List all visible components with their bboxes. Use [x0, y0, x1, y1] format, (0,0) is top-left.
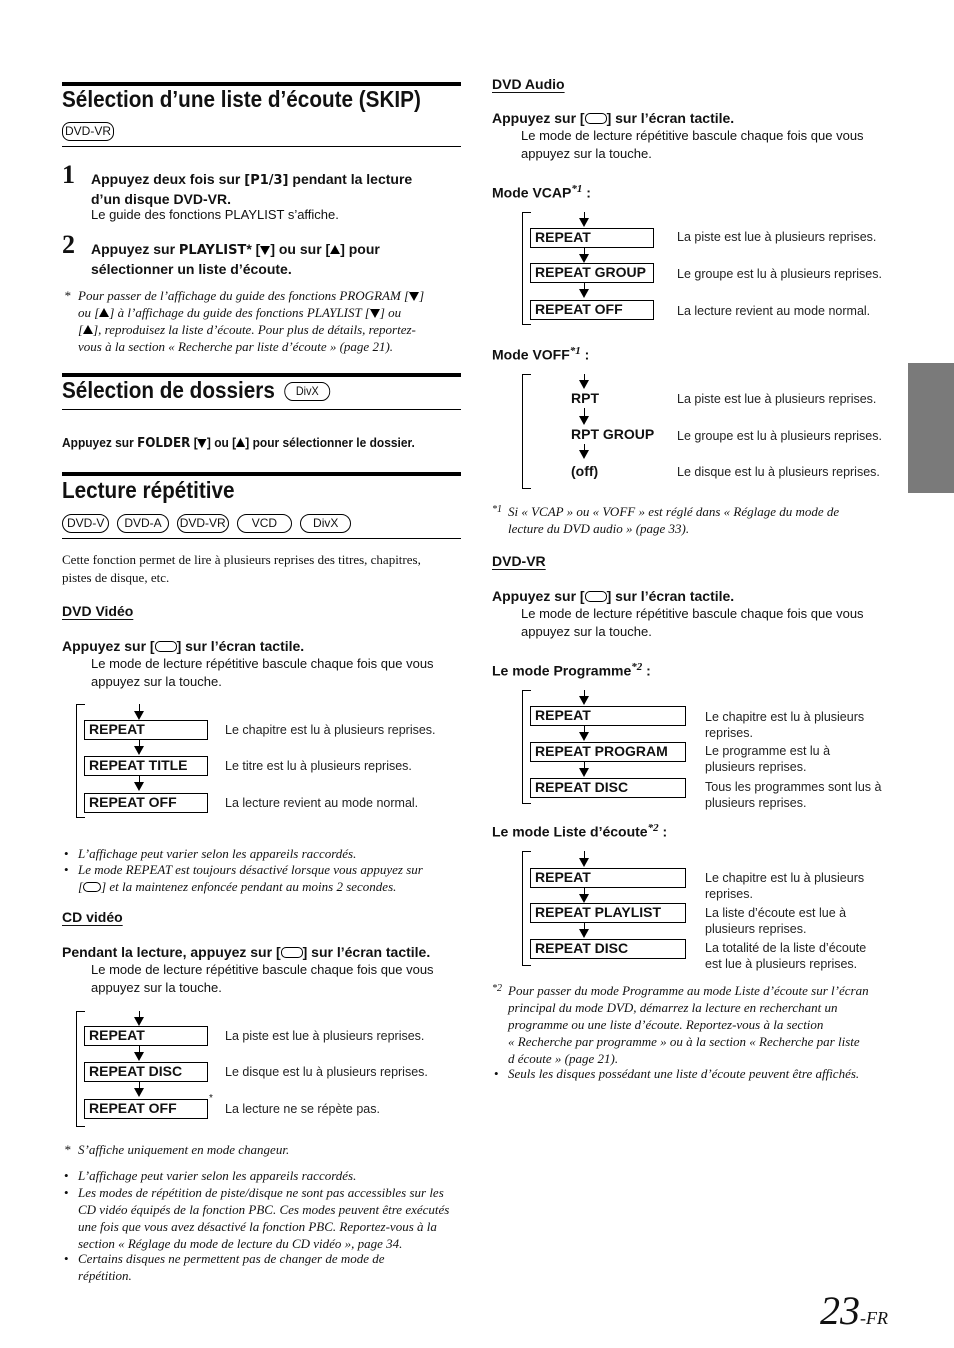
step-number: 2: [62, 230, 75, 259]
up-arrow-icon: [99, 308, 109, 317]
mode-desc: Le chapitre est lu à plusieurs reprises.: [705, 871, 865, 901]
mode-desc: La piste est lue à plusieurs reprises.: [677, 392, 877, 406]
arrow-down-icon: [134, 782, 144, 791]
folder-instruction: Appuyez sur FOLDER [ ] ou [ ] pour sélectionner le dossier.: [62, 435, 415, 451]
arrow-down-icon: [134, 746, 144, 755]
section-rule: [62, 146, 461, 147]
mode-rpt-group: RPT GROUP: [571, 426, 655, 442]
arrow-down-icon: [134, 1017, 144, 1026]
arrow-down-icon: [579, 380, 589, 389]
mode-desc: La piste est lue à plusieurs reprises.: [677, 230, 877, 244]
step1-text: Appuyez deux fois sur [P1/3] pendant la lecture d’un disque DVD-VR.: [91, 171, 413, 207]
arrow-down-icon: [579, 450, 589, 459]
step2-text: Appuyez sur PLAYLIST* [ ] ou sur [ ] pour sélectionner un liste d’écoute.: [91, 241, 380, 277]
page-number: 23-FR: [820, 1288, 888, 1333]
mode-desc: Le disque est lu à plusieurs reprises.: [677, 465, 880, 479]
note-bullet: • L’affichage peut varier selon les appareils raccordés.: [78, 1167, 463, 1184]
repeat-icon: [155, 641, 177, 652]
note-bullet: • L’affichage peut varier selon les appareils raccordés.: [78, 845, 463, 862]
vcap-label: Mode VCAP$^{*1}$ :: [492, 183, 591, 201]
badge-dvd-v: DVD-V: [62, 514, 109, 533]
arrow-down-icon: [134, 1052, 144, 1061]
mode-desc: Le programme est lu à plusieurs reprises.: [705, 744, 831, 774]
mode-desc: La lecture revient au mode normal.: [225, 796, 419, 810]
note-bullet: • Certains disques ne permettent pas de changer de mode de répétition.: [78, 1250, 463, 1284]
down-arrow-icon: [260, 246, 270, 255]
badge-row: [62, 514, 359, 533]
note-bullet: • Le mode REPEAT est toujours désactivé lorsque vous appuyez sur [ ] et la maintenez enfoncée pendant au moins 2 secondes.: [78, 861, 463, 895]
dvdvideo-sub: Le mode de lecture répétitive bascule chaque fois que vous appuyez sur la touche.: [91, 656, 434, 689]
mode-repeat-disc: REPEAT DISC: [84, 1062, 208, 1082]
section-title-skip: Sélection d’une liste d’écoute (SKIP): [62, 86, 421, 112]
section-rule: [62, 409, 461, 410]
mode-desc: Le groupe est lu à plusieurs reprises.: [677, 267, 882, 281]
dvdvr-sub: Le mode de lecture répétitive bascule chaque fois que vous appuyez sur la touche.: [521, 606, 864, 639]
arrow-down-icon: [579, 858, 589, 867]
heading-dvd-audio: DVD Audio: [492, 76, 565, 92]
mode-desc: Le disque est lu à plusieurs reprises.: [225, 1065, 428, 1079]
arrow-down-icon: [579, 929, 589, 938]
mode-repeat-off: REPEAT OFF: [530, 300, 654, 320]
cdvideo-instruction: Pendant la lecture, appuyez sur [ ] sur l’écran tactile.: [62, 944, 431, 960]
mode-desc: Tous les programmes sont lus à plusieurs reprises.: [705, 780, 882, 810]
mode-desc: La liste d’écoute est lue à plusieurs reprises.: [705, 906, 847, 936]
mode-repeat-off: REPEAT OFF: [84, 1099, 208, 1119]
footnote-1: *1 Si « VCAP » ou « VOFF » est réglé dans « Réglage du mode de lecture du DVD audio » (page 33).: [492, 504, 840, 536]
arrow-down-icon: [579, 696, 589, 705]
down-arrow-icon: [370, 309, 380, 318]
dvdvideo-instruction: Appuyez sur [ ] sur l’écran tactile.: [62, 638, 305, 654]
badge-dvd-a: DVD-A: [117, 514, 168, 533]
heading-dvd-vr: DVD-VR: [492, 553, 546, 569]
heading-cd-video: CD vidéo: [62, 909, 123, 925]
mode-rpt: RPT: [571, 390, 599, 406]
mode-desc: La piste est lue à plusieurs reprises.: [225, 1029, 425, 1043]
arrow-down-icon: [579, 768, 589, 777]
mode-repeat-disc: REPEAT DISC: [530, 939, 686, 959]
up-arrow-icon: [236, 438, 245, 447]
mode-repeat-program: REPEAT PROGRAM: [530, 742, 686, 762]
prog-label: Le mode Programme$^{*2}$ :: [492, 661, 651, 679]
arrow-down-icon: [579, 416, 589, 425]
mode-desc: Le groupe est lu à plusieurs reprises.: [677, 429, 882, 443]
badge-dvd-vr: DVD-VR: [177, 514, 229, 533]
section-rule: [62, 538, 461, 539]
dvdvr-instruction: Appuyez sur [ ] sur l’écran tactile.: [492, 588, 735, 604]
badge-dvd-vr: DVD-VR: [62, 122, 122, 141]
mode-repeat: REPEAT: [530, 868, 686, 888]
arrow-down-icon: [134, 711, 144, 720]
mode-desc: Le chapitre est lu à plusieurs reprises.: [705, 710, 865, 740]
mode-desc: La totalité de la liste d’écoute est lue à plusieurs reprises.: [705, 941, 867, 971]
mode-off: (off): [571, 463, 599, 479]
mode-repeat: REPEAT: [84, 1026, 208, 1046]
step-number: 1: [62, 160, 75, 189]
arrow-down-icon: [579, 218, 589, 227]
section-title-repeat: Lecture répétitive: [62, 477, 235, 503]
section-rule: [62, 472, 461, 476]
mode-desc: La lecture revient au mode normal.: [677, 304, 871, 318]
skip-note: * Pour passer de l’affichage du guide des fonctions PROGRAM [ ] ou [ ] à l’affichage du guide des fonctions PLAYLIST [ ] ou [ ], reproduisez la liste d’écoute. Pour plus de détails, reportez- vous à la section « Recherche par liste d’écoute » (page 21).: [64, 288, 425, 354]
mode-desc: La lecture ne se répète pas.: [225, 1102, 380, 1116]
cycle-bracket: [522, 374, 531, 489]
mode-repeat: REPEAT: [530, 228, 654, 248]
mode-desc: Le chapitre est lu à plusieurs reprises.: [225, 723, 436, 737]
mode-repeat: REPEAT: [84, 720, 208, 740]
repeat-icon: [281, 947, 303, 958]
arrow-down-icon: [579, 894, 589, 903]
star-note: * S’affiche uniquement en mode changeur.: [64, 1142, 290, 1157]
mode-repeat-off: REPEAT OFF: [84, 793, 208, 813]
up-arrow-icon: [83, 325, 93, 334]
list-label: Le mode Liste d’écoute$^{*2}$ :: [492, 822, 668, 840]
asterisk: *: [209, 1093, 213, 1104]
section-title-folders: Sélection de dossiers DivX: [62, 377, 338, 404]
mode-repeat: REPEAT: [530, 706, 686, 726]
dvdaudio-instruction: Appuyez sur [ ] sur l’écran tactile.: [492, 110, 735, 126]
mode-repeat-playlist: REPEAT PLAYLIST: [530, 903, 686, 923]
step1-sub: Le guide des fonctions PLAYLIST s’affiche.: [91, 207, 339, 222]
note-bullet: • Seuls les disques possédant une liste d’écoute peuvent être affichés.: [508, 1065, 908, 1082]
arrow-down-icon: [134, 1088, 144, 1097]
mode-repeat-group: REPEAT GROUP: [530, 263, 654, 283]
voff-label: Mode VOFF$^{*1}$ :: [492, 345, 590, 363]
mode-repeat-title: REPEAT TITLE: [84, 756, 208, 776]
heading-dvd-video: DVD Vidéo: [62, 603, 134, 619]
repeat-icon: [585, 591, 607, 602]
note-bullet: • Les modes de répétition de piste/disque ne sont pas accessibles sur les CD vidéo équipés de la fonction PBC. Ces modes peuvent être exécutés une fois que vous avez désactivé la fonction PBC. Reportez-vous à la section « Réglage du mode de lecture du CD vidéo », page 34.: [78, 1184, 463, 1252]
arrow-down-icon: [579, 254, 589, 263]
down-arrow-icon: [409, 292, 419, 301]
mode-repeat-disc: REPEAT DISC: [530, 778, 686, 798]
mode-desc: Le titre est lu à plusieurs reprises.: [225, 759, 412, 773]
footnote-2: *2 Pour passer du mode Programme au mode Liste d’écoute sur l’écran principal du mode DVD, démarrez la lecture en recherchant un programme ou une liste d’écoute. Reportez-vous à la section « Recherche par programme » ou à la section « Recherche par liste d écoute » (page 21).: [492, 983, 869, 1066]
repeat-icon: [585, 113, 607, 124]
arrow-down-icon: [579, 289, 589, 298]
repeat-icon: [83, 882, 101, 892]
cdvideo-sub: Le mode de lecture répétitive bascule chaque fois que vous appuyez sur la touche.: [91, 962, 434, 995]
repeat-intro: Cette fonction permet de lire à plusieurs reprises des titres, chapitres, pistes de disque, etc.: [62, 552, 421, 585]
dvdaudio-sub: Le mode de lecture répétitive bascule chaque fois que vous appuyez sur la touche.: [521, 128, 864, 161]
arrow-down-icon: [579, 732, 589, 741]
up-arrow-icon: [330, 245, 340, 254]
chapter-tab: [908, 363, 954, 493]
badge-vcd: VCD: [237, 514, 292, 533]
badge-divx: DivX: [300, 514, 351, 533]
badge-divx: DivX: [284, 382, 330, 401]
